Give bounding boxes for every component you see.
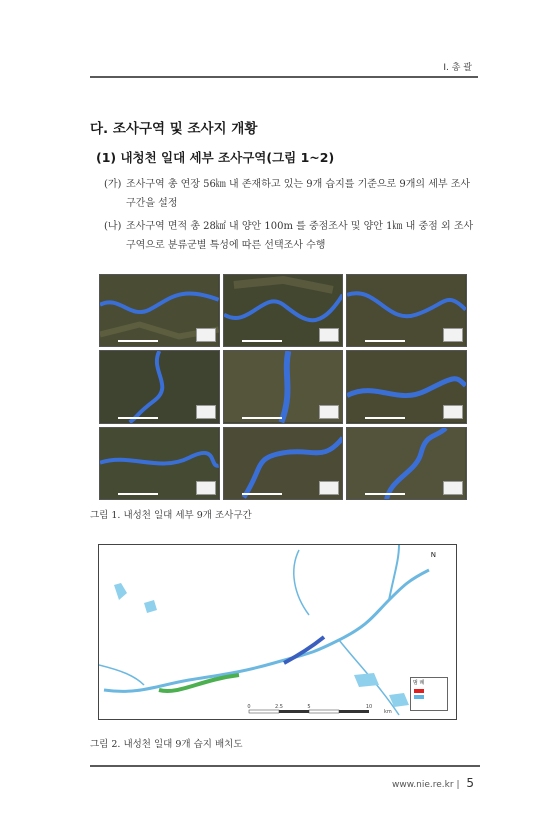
footer [392,776,474,790]
scale-tick-label: 5 [307,704,311,710]
paragraph-line: 구역으로 분류군별 특성에 따른 선택조사 수행 [126,240,326,251]
map-legend [410,677,448,711]
aerial-photo [99,427,220,500]
chapter-label: Ⅰ. 총 괄 [443,63,472,73]
north-arrow-icon: N [430,551,436,559]
aerial-photo [346,427,467,500]
subsection-title: (1) 내청천 일대 세부 조사구역(그림 1~2) [96,150,335,165]
footer-site[interactable]: www.nie.re.kr [392,780,454,790]
paragraph-na [104,217,494,255]
figure-caption: 그림 1. 내성천 일대 세부 9개 조사구간 [90,510,252,521]
aerial-photo [223,427,344,500]
scale-tick-label: 10 [365,704,373,710]
paragraph-line: 구간을 설정 [126,198,178,209]
paragraph-line: 조사구역 면적 총 28㎢ 내 양안 100m 를 중점조사 및 양안 1㎞ 내 중점 외 조사 [126,221,474,232]
wetland-map [98,544,457,720]
scale-tick-label: 0 [247,704,251,710]
aerial-photo [346,274,467,347]
paragraph-label: (가) [104,179,122,190]
figure-caption: 그림 2. 내성천 일대 9개 습지 배치도 [90,739,243,750]
page-number: 5 [466,776,474,790]
aerial-photo [346,350,467,423]
aerial-photo [223,274,344,347]
paragraph-label: (나) [104,221,122,232]
scale-tick-label: 2.5 [275,704,283,710]
page-number-separator: | [456,780,460,790]
paragraph-ga [104,175,494,213]
paragraph-line: 조사구역 총 연장 56㎞ 내 존재하고 있는 9개 습지를 기준으로 9개의 세부 조사 [126,179,471,190]
footer-rule [90,765,480,767]
scale-unit-label: km [384,709,392,715]
aerial-photo [223,350,344,423]
aerial-photo-grid [99,274,467,500]
section-title: 다. 조사구역 및 조사지 개황 [90,121,258,137]
header-rule [90,76,478,78]
legend-title: 범 례 [413,680,425,686]
aerial-photo [99,274,220,347]
aerial-photo [99,350,220,423]
